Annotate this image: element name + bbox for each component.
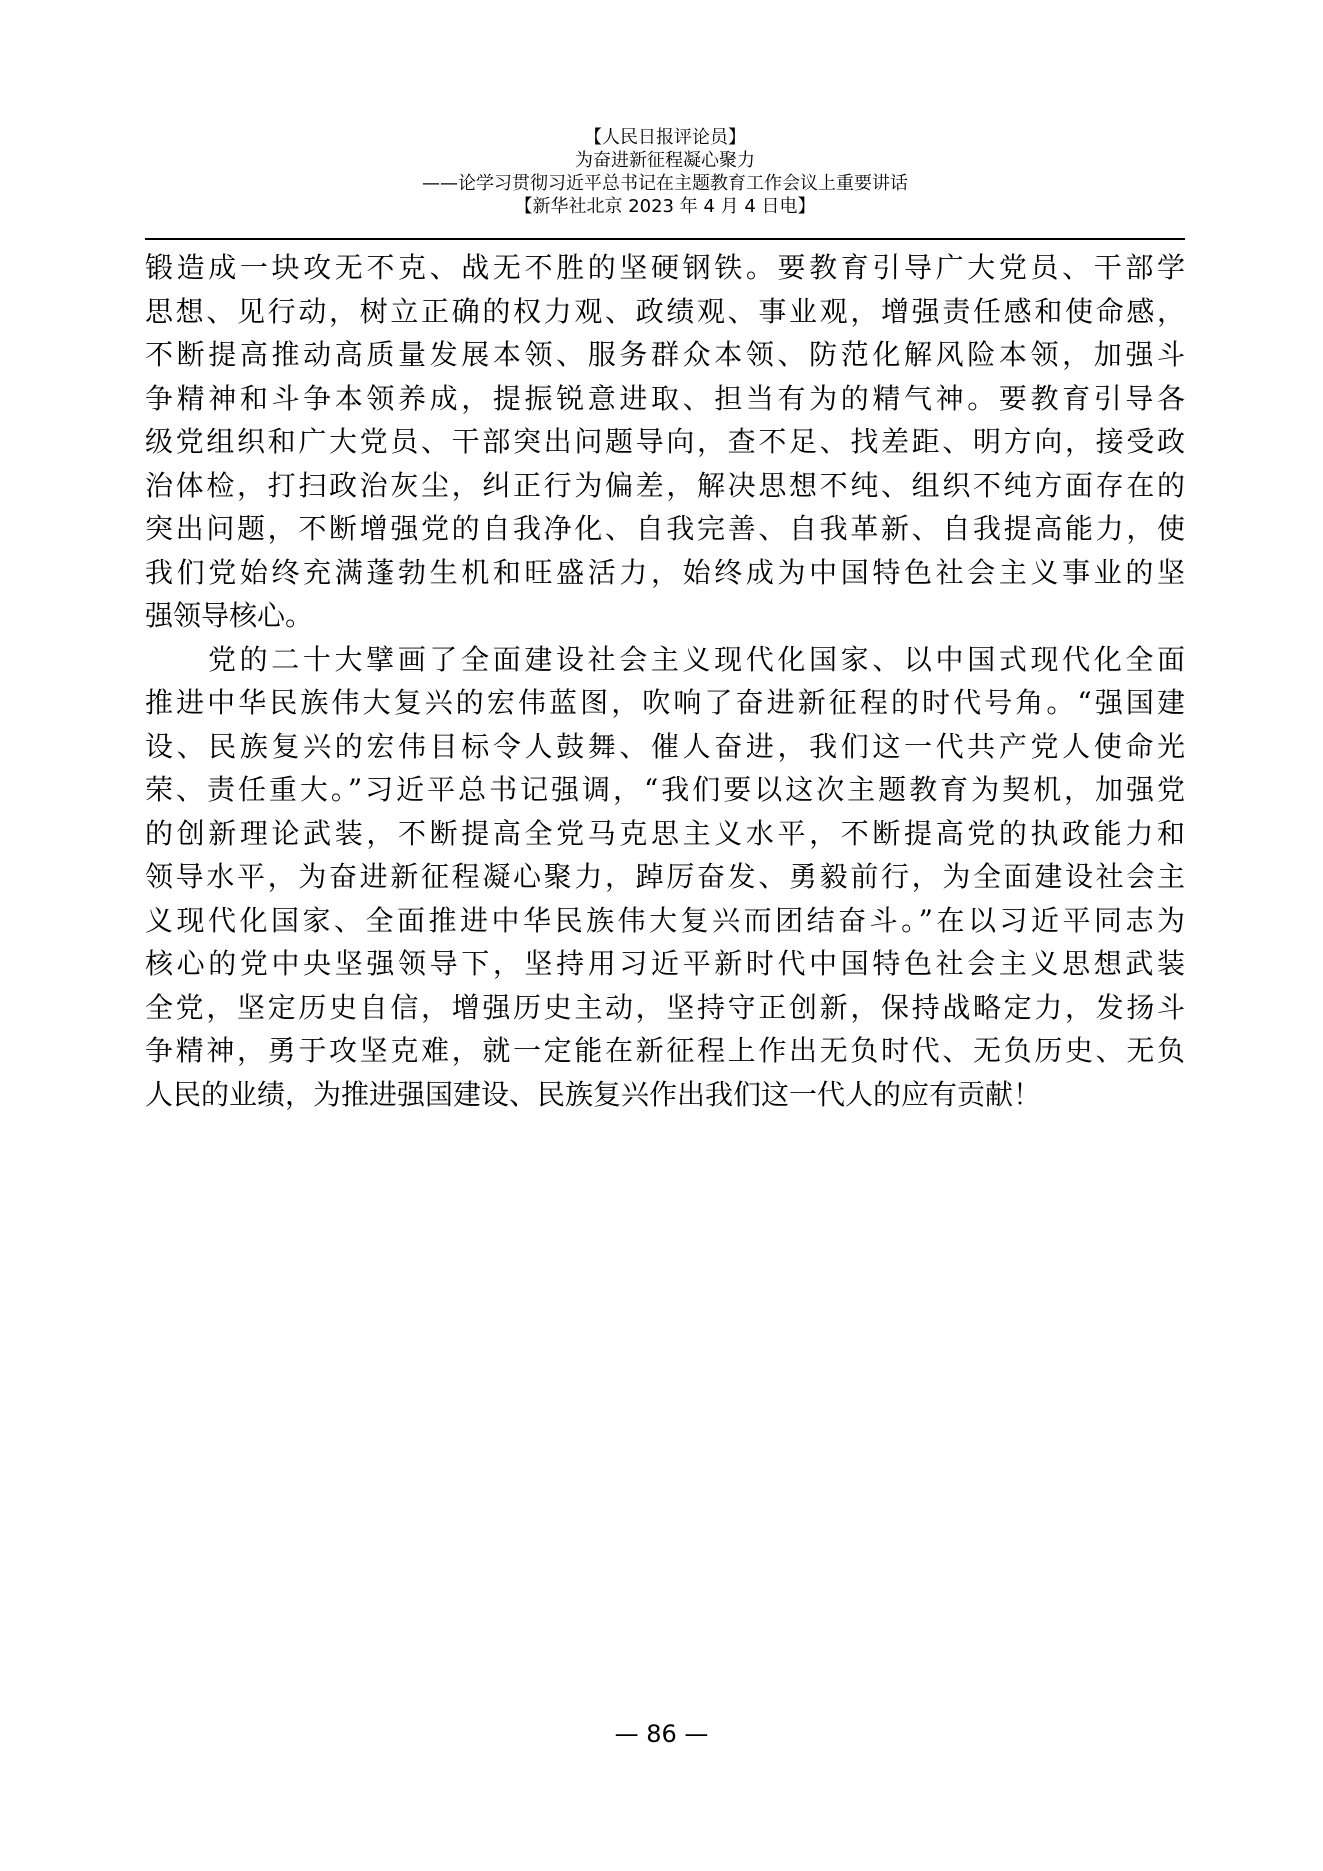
- paragraph-line: 思想、见行动，树立正确的权力观、政绩观、事业观，增强责任感和使命感，: [145, 294, 1185, 328]
- paragraph-1: [145, 246, 1185, 638]
- paragraph-line: 人民的业绩，为推进强国建设、民族复兴作出我们这一代人的应有贡献！: [145, 1077, 1042, 1111]
- document-header: [145, 126, 1185, 218]
- paragraph-line: 领导水平，为奋进新征程凝心聚力，踔厉奋发、勇毅前行，为全面建设社会主: [145, 860, 1185, 893]
- paragraph-line: 党的二十大擘画了全面建设社会主义现代化国家、以中国式现代化全面: [208, 642, 1185, 676]
- paragraph-line: 突出问题，不断增强党的自我净化、自我完善、自我革新、自我提高能力，使: [145, 512, 1185, 545]
- paragraph-line: 争精神，勇于攻坚克难，就一定能在新征程上作出无负时代、无负历史、无负: [145, 1034, 1185, 1067]
- header-subtitle: ——论学习贯彻习近平总书记在主题教育工作会议上重要讲话: [422, 173, 908, 194]
- header-divider: [145, 238, 1185, 240]
- paragraph-line: 级党组织和广大党员、干部突出问题导向，查不足、找差距、明方向，接受政: [145, 425, 1185, 458]
- paragraph-line: 设、民族复兴的宏伟目标令人鼓舞、催人奋进，我们这一代共产党人使命光: [145, 729, 1185, 763]
- paragraph-line: 争精神和斗争本领养成，提振锐意进取、担当有为的精气神。要教育引导各: [145, 381, 1185, 415]
- header-source-label: 【人民日报评论员】: [584, 127, 746, 148]
- article-body: [145, 246, 1185, 1116]
- paragraph-line: 荣、责任重大。”习近平总书记强调，“我们要以这次主题教育为契机，加强党: [145, 773, 1185, 806]
- paragraph-line: 推进中华民族伟大复兴的宏伟蓝图，吹响了奋进新征程的时代号角。“强国建: [145, 686, 1185, 719]
- paragraph-line: 核心的党中央坚强领导下，坚持用习近平新时代中国特色社会主义思想武装: [145, 947, 1185, 980]
- paragraph-line: 强领导核心。: [145, 599, 314, 632]
- paragraph-line: 不断提高推动高质量发展本领、服务群众本领、防范化解风险本领，加强斗: [145, 338, 1185, 371]
- page-number: — 86 —: [614, 1720, 709, 1748]
- header-dateline: 【新华社北京 2023 年 4 月 4 日电】: [514, 196, 816, 217]
- paragraph-line: 我们党始终充满蓬勃生机和旺盛活力，始终成为中国特色社会主义事业的坚: [145, 555, 1185, 589]
- paragraph-2: [145, 638, 1185, 1117]
- paragraph-line: 全党，坚定历史自信，增强历史主动，坚持守正创新，保持战略定力，发扬斗: [145, 990, 1185, 1024]
- paragraph-line: 锻造成一块攻无不克、战无不胜的坚硬钢铁。要教育引导广大党员、干部学: [145, 251, 1185, 284]
- paragraph-line: 治体检，打扫政治灰尘，纠正行为偏差，解决思想不纯、组织不纯方面存在的: [145, 468, 1185, 502]
- paragraph-line: 义现代化国家、全面推进中华民族伟大复兴而团结奋斗。”在以习近平同志为: [145, 903, 1185, 937]
- header-title: 为奋进新征程凝心聚力: [575, 150, 755, 171]
- paragraph-line: 的创新理论武装，不断提高全党马克思主义水平，不断提高党的执政能力和: [145, 816, 1185, 850]
